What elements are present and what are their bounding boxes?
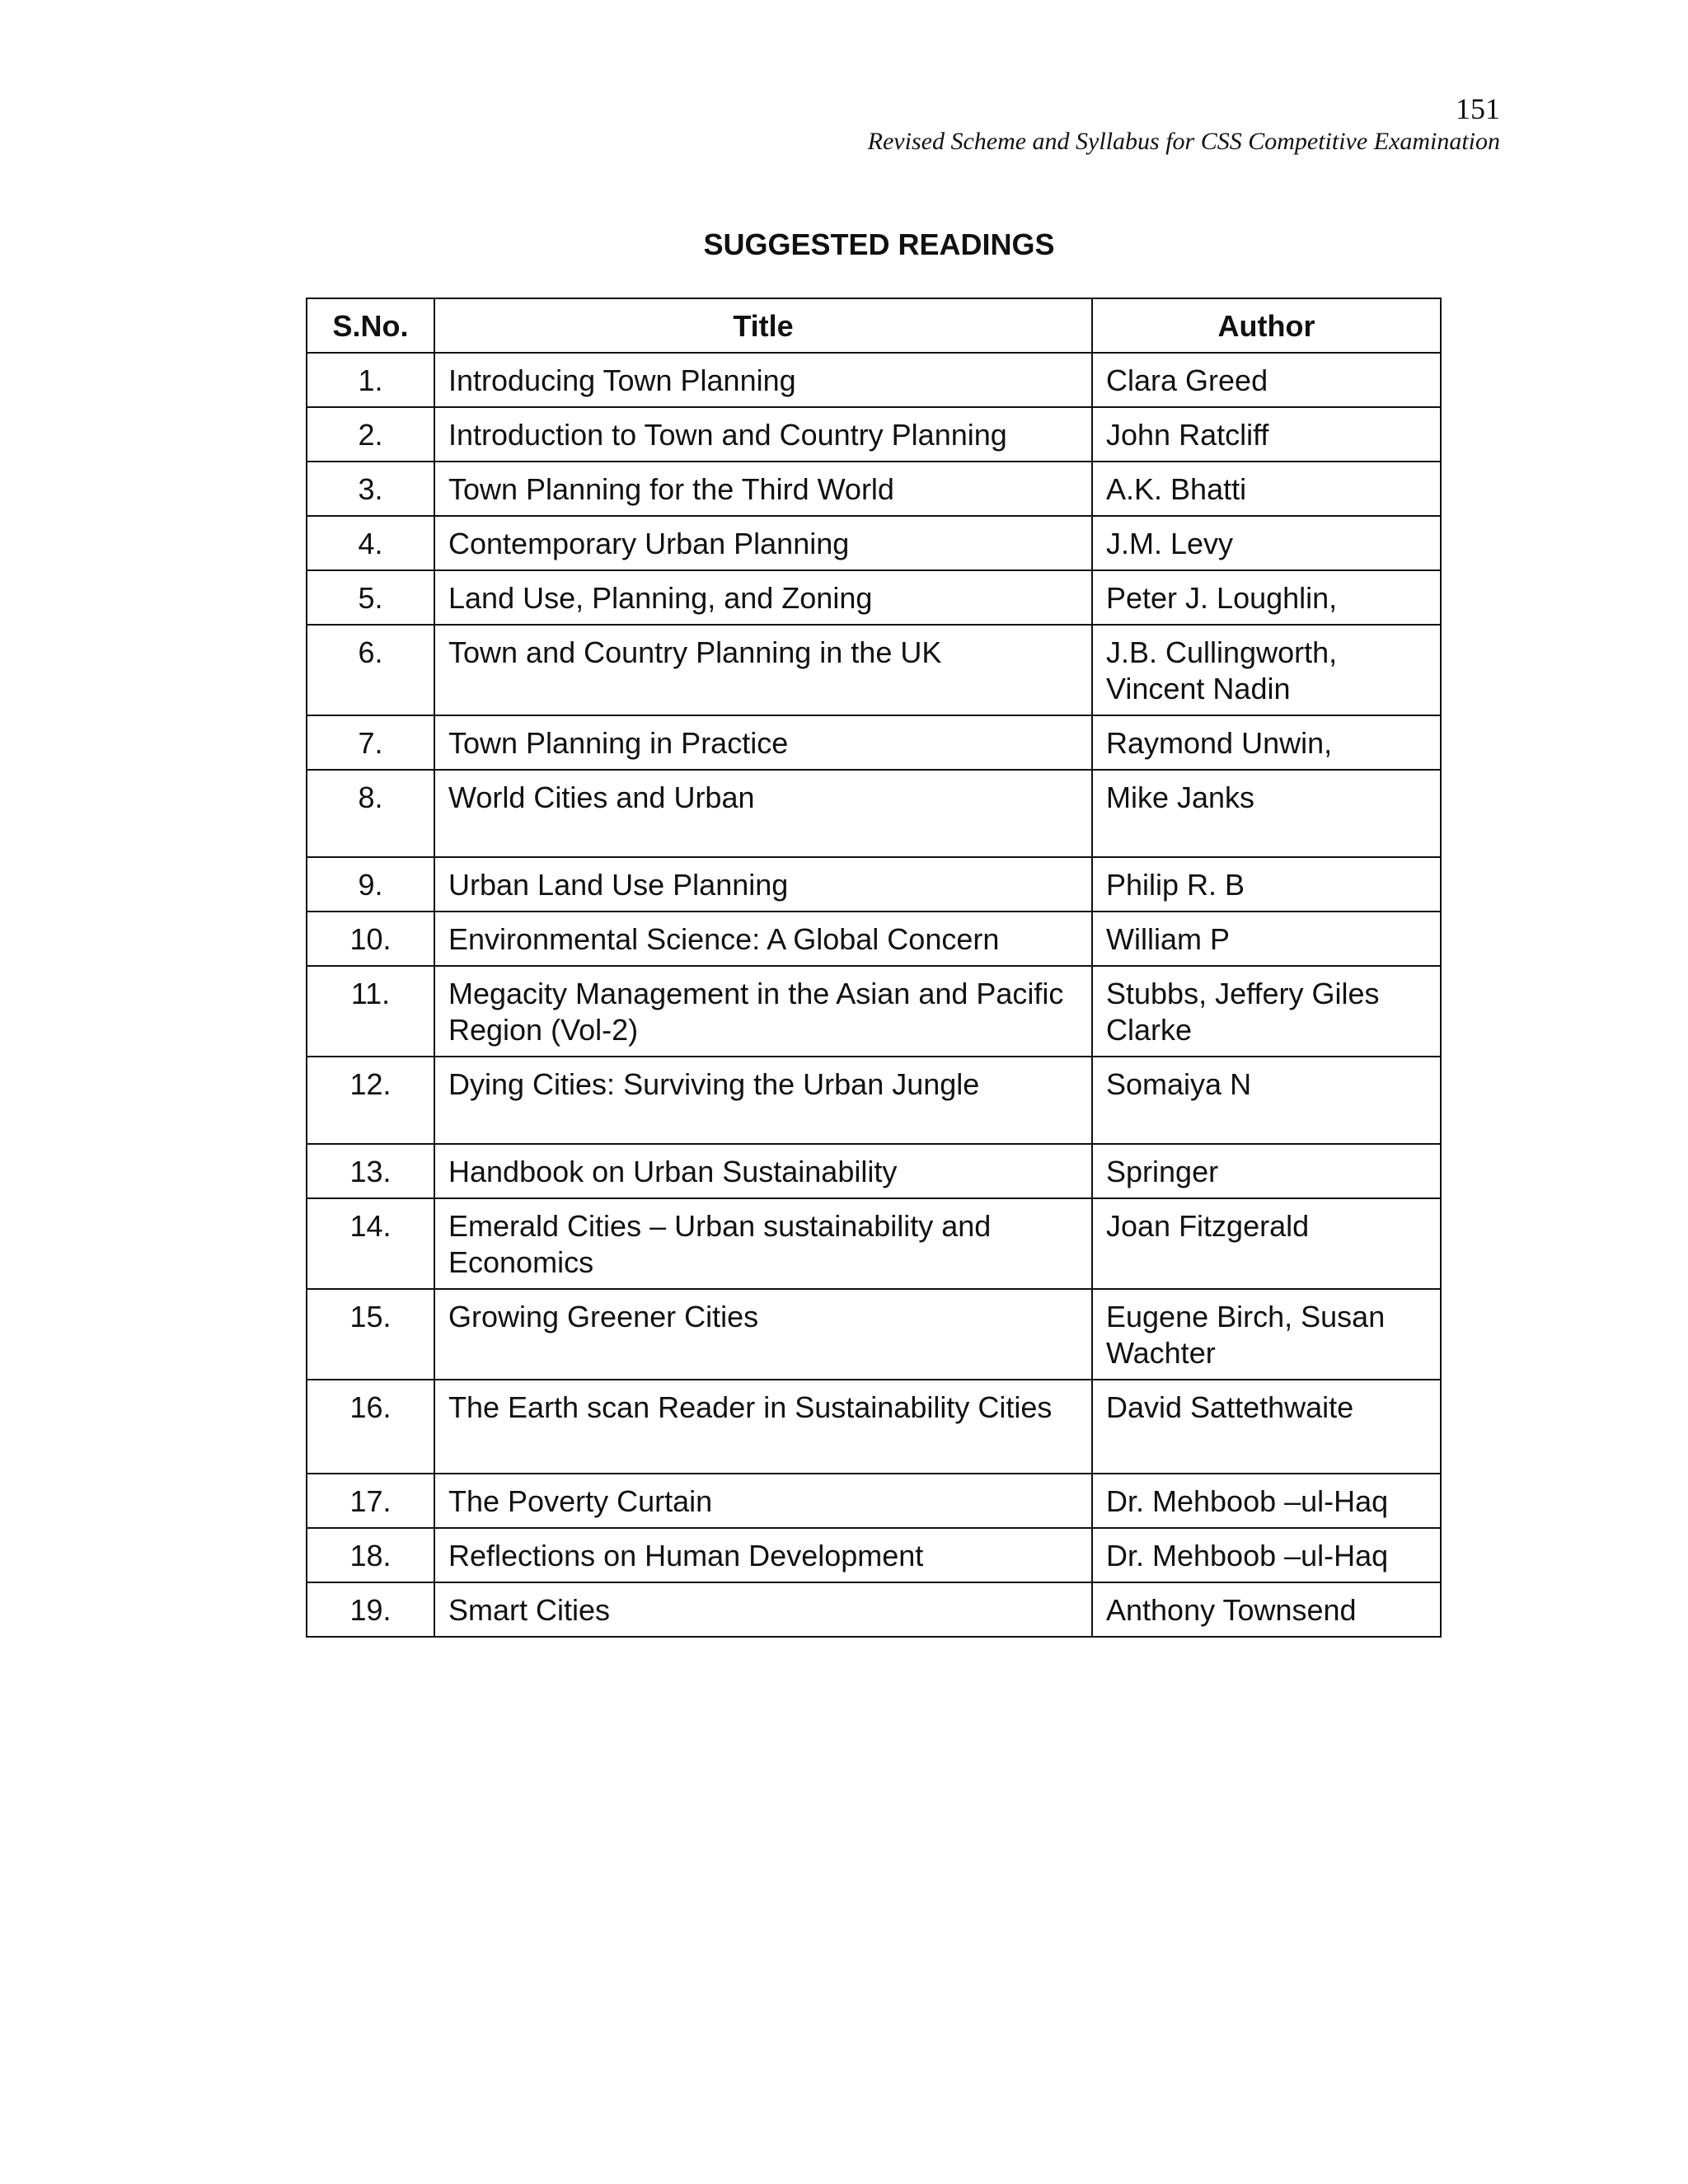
author-cell: Clara Greed [1092, 353, 1441, 407]
column-header-sno: S.No. [307, 298, 434, 353]
table-row [307, 1380, 1441, 1474]
author-cell: Anthony Townsend [1092, 1582, 1441, 1637]
column-header-title: Title [434, 298, 1092, 353]
title-cell: Handbook on Urban Sustainability [434, 1144, 1092, 1198]
title-cell: Urban Land Use Planning [434, 857, 1092, 912]
author-cell: J.B. Cullingworth, Vincent Nadin [1092, 625, 1441, 715]
sno-cell: 12. [307, 1057, 434, 1144]
table-row [307, 570, 1441, 625]
column-header-author: Author [1092, 298, 1441, 353]
title-cell: World Cities and Urban [434, 770, 1092, 857]
title-cell: Smart Cities [434, 1582, 1092, 1637]
table-row [307, 462, 1441, 516]
title-cell: Contemporary Urban Planning [434, 516, 1092, 570]
sno-cell: 3. [307, 462, 434, 516]
table-row [307, 625, 1441, 715]
sno-cell: 16. [307, 1380, 434, 1474]
author-cell: Philip R. B [1092, 857, 1441, 912]
author-cell: J.M. Levy [1092, 516, 1441, 570]
sno-cell: 8. [307, 770, 434, 857]
table-row [307, 770, 1441, 857]
sno-cell: 18. [307, 1528, 434, 1582]
author-cell: Somaiya N [1092, 1057, 1441, 1144]
author-cell: A.K. Bhatti [1092, 462, 1441, 516]
author-cell: Joan Fitzgerald [1092, 1198, 1441, 1289]
title-cell: Dying Cities: Surviving the Urban Jungle [434, 1057, 1092, 1144]
sno-cell: 7. [307, 715, 434, 770]
sno-cell: 11. [307, 966, 434, 1057]
title-cell: The Earth scan Reader in Sustainability Cities [434, 1380, 1092, 1474]
author-cell: William P [1092, 912, 1441, 966]
suggested-readings-table [306, 298, 1442, 1638]
sno-cell: 2. [307, 407, 434, 462]
title-cell: Reflections on Human Development [434, 1528, 1092, 1582]
section-title: SUGGESTED READINGS [703, 227, 1055, 261]
title-cell: Introducing Town Planning [434, 353, 1092, 407]
sno-cell: 1. [307, 353, 434, 407]
author-cell: Eugene Birch, Susan Wachter [1092, 1289, 1441, 1380]
table-row [307, 912, 1441, 966]
author-cell: Raymond Unwin, [1092, 715, 1441, 770]
sno-cell: 17. [307, 1474, 434, 1528]
sno-cell: 4. [307, 516, 434, 570]
table-row [307, 1474, 1441, 1528]
table-row [307, 1582, 1441, 1637]
table-row [307, 1198, 1441, 1289]
page-number: 151 [1456, 92, 1500, 125]
author-cell: Dr. Mehboob –ul-Haq [1092, 1528, 1441, 1582]
title-cell: Emerald Cities – Urban sustainability and Economics [434, 1198, 1092, 1289]
table-row [307, 715, 1441, 770]
sno-cell: 5. [307, 570, 434, 625]
sno-cell: 19. [307, 1582, 434, 1637]
table-row [307, 857, 1441, 912]
title-cell: Megacity Management in the Asian and Pacific Region (Vol-2) [434, 966, 1092, 1057]
running-header: Revised Scheme and Syllabus for CSS Competitive Examination [867, 128, 1500, 155]
title-cell: Environmental Science: A Global Concern [434, 912, 1092, 966]
title-cell: Land Use, Planning, and Zoning [434, 570, 1092, 625]
table-row [307, 966, 1441, 1057]
sno-cell: 15. [307, 1289, 434, 1380]
author-cell: Mike Janks [1092, 770, 1441, 857]
sno-cell: 6. [307, 625, 434, 715]
sno-cell: 14. [307, 1198, 434, 1289]
author-cell: Stubbs, Jeffery Giles Clarke [1092, 966, 1441, 1057]
table-row [307, 1528, 1441, 1582]
author-cell: Peter J. Loughlin, [1092, 570, 1441, 625]
title-cell: Town Planning for the Third World [434, 462, 1092, 516]
table-row [307, 516, 1441, 570]
sno-cell: 13. [307, 1144, 434, 1198]
table-header-row [307, 298, 1441, 353]
table-row [307, 1144, 1441, 1198]
title-cell: Town Planning in Practice [434, 715, 1092, 770]
title-cell: Town and Country Planning in the UK [434, 625, 1092, 715]
author-cell: David Sattethwaite [1092, 1380, 1441, 1474]
title-cell: The Poverty Curtain [434, 1474, 1092, 1528]
table-row [307, 1057, 1441, 1144]
table-row [307, 407, 1441, 462]
sno-cell: 9. [307, 857, 434, 912]
author-cell: John Ratcliff [1092, 407, 1441, 462]
title-cell: Introduction to Town and Country Planning [434, 407, 1092, 462]
author-cell: Dr. Mehboob –ul-Haq [1092, 1474, 1441, 1528]
table-row [307, 1289, 1441, 1380]
table-row [307, 353, 1441, 407]
title-cell: Growing Greener Cities [434, 1289, 1092, 1380]
sno-cell: 10. [307, 912, 434, 966]
author-cell: Springer [1092, 1144, 1441, 1198]
